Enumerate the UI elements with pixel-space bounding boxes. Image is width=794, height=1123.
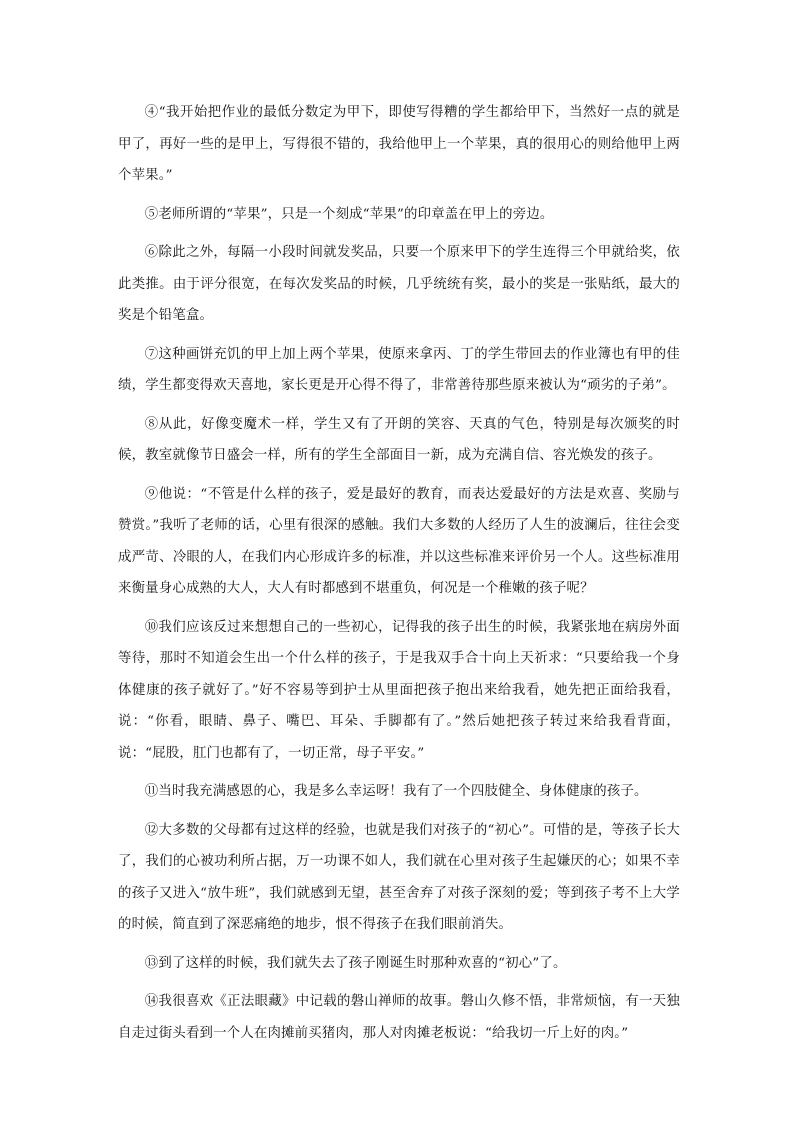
- paragraph-14: ⑭我很喜欢《正法眼藏》中记载的磐山禅师的故事。磐山久修不悟，非常烦恼，有一天独自走过街头看到一个人在肉摊前买猪肉，那人对肉摊老板说：“给我切一斤上好的肉。”: [118, 994, 680, 1041]
- paragraph-13: ⑬到了这样的时候，我们就失去了孩子刚诞生时那种欢喜的“初心”了。: [144, 955, 567, 971]
- paragraph-10: ⑩我们应该反过来想想自己的一些初心，记得我的孩子出生的时候，我紧张地在病房外面等待，那时不知道会生出一个什么样的孩子，于是我双手合十向上天祈求：“只要给我一个身体健康的孩子就好了。”好不容易等到护士从里面把孩子抱出来给我看，她先把正面给我看，说：“你看，眼睛、鼻子、嘴巴、耳朵、手脚都有了。”然后她把孩子转过来给我看背面，说：“屁股，肛门也都有了，一切正常，母子平安。”: [118, 619, 680, 761]
- paragraph-5: ⑤老师所谓的“苹果”，只是一个刻成“苹果”的印章盖在甲上的旁边。: [144, 206, 554, 222]
- article-body: [118, 97, 680, 1056]
- paragraph-8: ⑧从此，好像变魔术一样，学生又有了开朗的笑容、天真的气色，特别是每次颁奖的时候，教室就像节日盛会一样，所有的学生全部面目一新，成为充满自信、容光焕发的孩子。: [118, 416, 680, 463]
- paragraph-6: ⑥除此之外，每隔一小段时间就发奖品，只要一个原来甲下的学生连得三个甲就给奖，依此类推。由于评分很宽，在每次发奖品的时候，几乎统统有奖，最小的奖是一张贴纸，最大的奖是个铅笔盒。: [118, 245, 680, 323]
- paragraph-7: ⑦这种画饼充饥的甲上加上两个苹果，使原来拿丙、丁的学生带回去的作业簿也有甲的佳绩，学生都变得欢天喜地，家长更是开心得不得了，非常善待那些原来被认为“顽劣的子弟”。: [118, 346, 680, 393]
- paragraph-12: ⑫大多数的父母都有过这样的经验，也就是我们对孩子的“初心”。可惜的是，等孩子长大了，我们的心被功利所占据，万一功课不如人，我们就在心里对孩子生起嫌厌的心；如果不幸的孩子又进入“放牛班”，我们就感到无望，甚至舍弃了对孩子深刻的爱；等到孩子考不上大学的时候，简直到了深恶痛绝的地步，恨不得孩子在我们眼前消失。: [118, 822, 680, 932]
- paragraph-9: ⑨他说：“不管是什么样的孩子，爱是最好的教育，而表达爱最好的方法是欢喜、奖励与赞赏。”我听了老师的话，心里有很深的感触。我们大多数的人经历了人生的波澜后，往往会变成严苛、冷眼的人，在我们内心形成许多的标准，并以这些标准来评价另一个人。这些标准用来衡量身心成熟的大人，大人有时都感到不堪重负，何况是一个稚嫩的孩子呢？: [118, 486, 680, 596]
- paragraph-4: ④“我开始把作业的最低分数定为甲下，即使写得糟的学生都给甲下，当然好一点的就是甲了，再好一些的是甲上，写得很不错的，我给他甲上一个苹果，真的很用心的则给他甲上两个苹果。”: [118, 105, 680, 183]
- paragraph-11: ⑪当时我充满感恩的心，我是多么幸运呀！我有了一个四肢健全、身体健康的孩子。: [144, 784, 648, 799]
